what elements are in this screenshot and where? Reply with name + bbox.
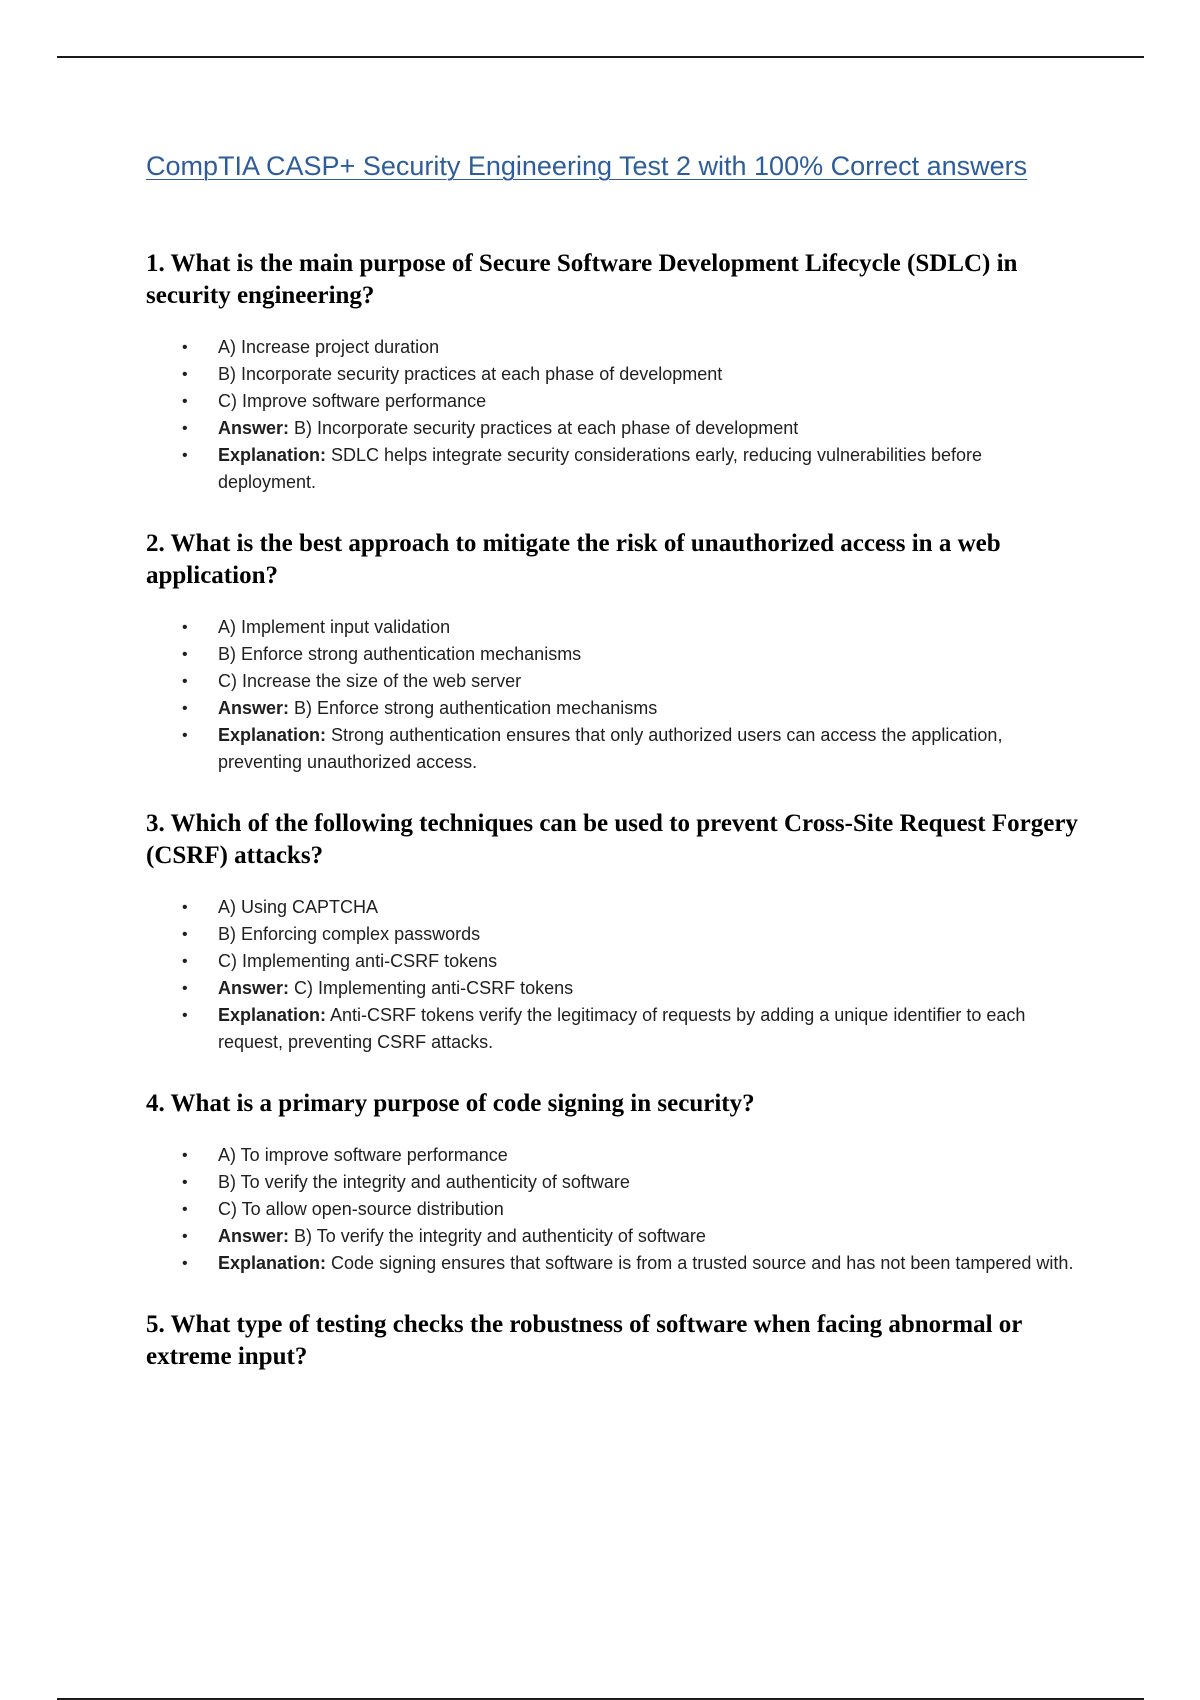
option-b: • B) Enforce strong authentication mechanisms — [146, 641, 1081, 668]
bullet-icon: • — [182, 727, 188, 744]
answer-line — [146, 1223, 1081, 1250]
bullet-icon: • — [182, 646, 188, 663]
option-list — [146, 894, 1081, 1056]
answer-text: B) Incorporate security practices at each phase of development — [294, 418, 799, 438]
bullet-icon: • — [182, 980, 188, 997]
question-heading: 3. Which of the following techniques can be used to prevent Cross-Site Request Forgery (CSRF) attacks? — [146, 810, 1078, 869]
bullet-icon: • — [182, 339, 188, 356]
answer-text: B) To verify the integrity and authenticity of software — [294, 1226, 706, 1246]
answer-label: Answer: — [218, 1226, 290, 1246]
explanation-text: Strong authentication ensures that only authorized users can access the application, preventing unauthorized access. — [218, 725, 1003, 772]
bullet-icon: • — [182, 700, 188, 717]
question-heading: 5. What type of testing checks the robustness of software when facing abnormal or extreme input? — [146, 1311, 1022, 1370]
answer-label: Answer: — [218, 698, 290, 718]
option-a: • A) To improve software performance — [146, 1142, 1081, 1169]
option-a: • A) Implement input validation — [146, 614, 1081, 641]
explanation-text: Anti-CSRF tokens verify the legitimacy of requests by adding a unique identifier to each request, preventing CSRF attacks. — [218, 1005, 1026, 1052]
header-rule — [57, 56, 1144, 58]
explanation-line — [146, 1250, 1081, 1277]
bullet-icon: • — [182, 366, 188, 383]
bullet-icon: • — [182, 447, 188, 464]
option-c: • C) Increase the size of the web server — [146, 668, 1081, 695]
bullet-icon: • — [182, 1255, 188, 1272]
question-1 — [146, 248, 1081, 496]
document-title: CompTIA CASP+ Security Engineering Test 2 with 100% Correct answers — [146, 151, 1028, 181]
question-3 — [146, 808, 1081, 1056]
answer-label: Answer: — [218, 418, 290, 438]
option-a: • A) Increase project duration — [146, 334, 1081, 361]
explanation-label: Explanation: — [218, 445, 327, 465]
answer-line — [146, 415, 1081, 442]
bullet-icon: • — [182, 926, 188, 943]
option-b: • B) Incorporate security practices at each phase of development — [146, 361, 1081, 388]
bullet-icon: • — [182, 1201, 188, 1218]
question-5 — [146, 1309, 1081, 1373]
answer-line — [146, 695, 1081, 722]
answer-text: C) Implementing anti-CSRF tokens — [294, 978, 574, 998]
question-heading: 1. What is the main purpose of Secure Software Development Lifecycle (SDLC) in security engineering? — [146, 250, 1018, 309]
answer-line — [146, 975, 1081, 1002]
bullet-icon: • — [182, 1174, 188, 1191]
option-list — [146, 334, 1081, 496]
option-a: • A) Using CAPTCHA — [146, 894, 1081, 921]
option-b: • B) Enforcing complex passwords — [146, 921, 1081, 948]
option-list — [146, 1142, 1081, 1277]
option-c: • C) Improve software performance — [146, 388, 1081, 415]
explanation-label: Explanation: — [218, 725, 327, 745]
bullet-icon: • — [182, 899, 188, 916]
bullet-icon: • — [182, 393, 188, 410]
question-list — [146, 248, 1081, 1395]
explanation-text: SDLC helps integrate security considerations early, reducing vulnerabilities before deployment. — [218, 445, 983, 492]
explanation-line — [146, 442, 1081, 496]
bullet-icon: • — [182, 953, 188, 970]
bullet-icon: • — [182, 420, 188, 437]
bullet-icon: • — [182, 1007, 188, 1024]
explanation-line — [146, 1002, 1081, 1056]
question-4 — [146, 1088, 1081, 1277]
bullet-icon: • — [182, 1228, 188, 1245]
bullet-icon: • — [182, 1147, 188, 1164]
question-2 — [146, 528, 1081, 776]
answer-label: Answer: — [218, 978, 290, 998]
option-c: • C) Implementing anti-CSRF tokens — [146, 948, 1081, 975]
option-c: • C) To allow open-source distribution — [146, 1196, 1081, 1223]
bullet-icon: • — [182, 619, 188, 636]
question-heading: 2. What is the best approach to mitigate the risk of unauthorized access in a web application? — [146, 530, 1001, 589]
bullet-icon: • — [182, 673, 188, 690]
option-list — [146, 614, 1081, 776]
answer-text: B) Enforce strong authentication mechanisms — [294, 698, 658, 718]
option-b: • B) To verify the integrity and authenticity of software — [146, 1169, 1081, 1196]
explanation-text: Code signing ensures that software is from a trusted source and has not been tampered with. — [331, 1253, 1074, 1273]
explanation-line — [146, 722, 1081, 776]
explanation-label: Explanation: — [218, 1005, 327, 1025]
question-heading: 4. What is a primary purpose of code signing in security? — [146, 1090, 755, 1117]
explanation-label: Explanation: — [218, 1253, 327, 1273]
